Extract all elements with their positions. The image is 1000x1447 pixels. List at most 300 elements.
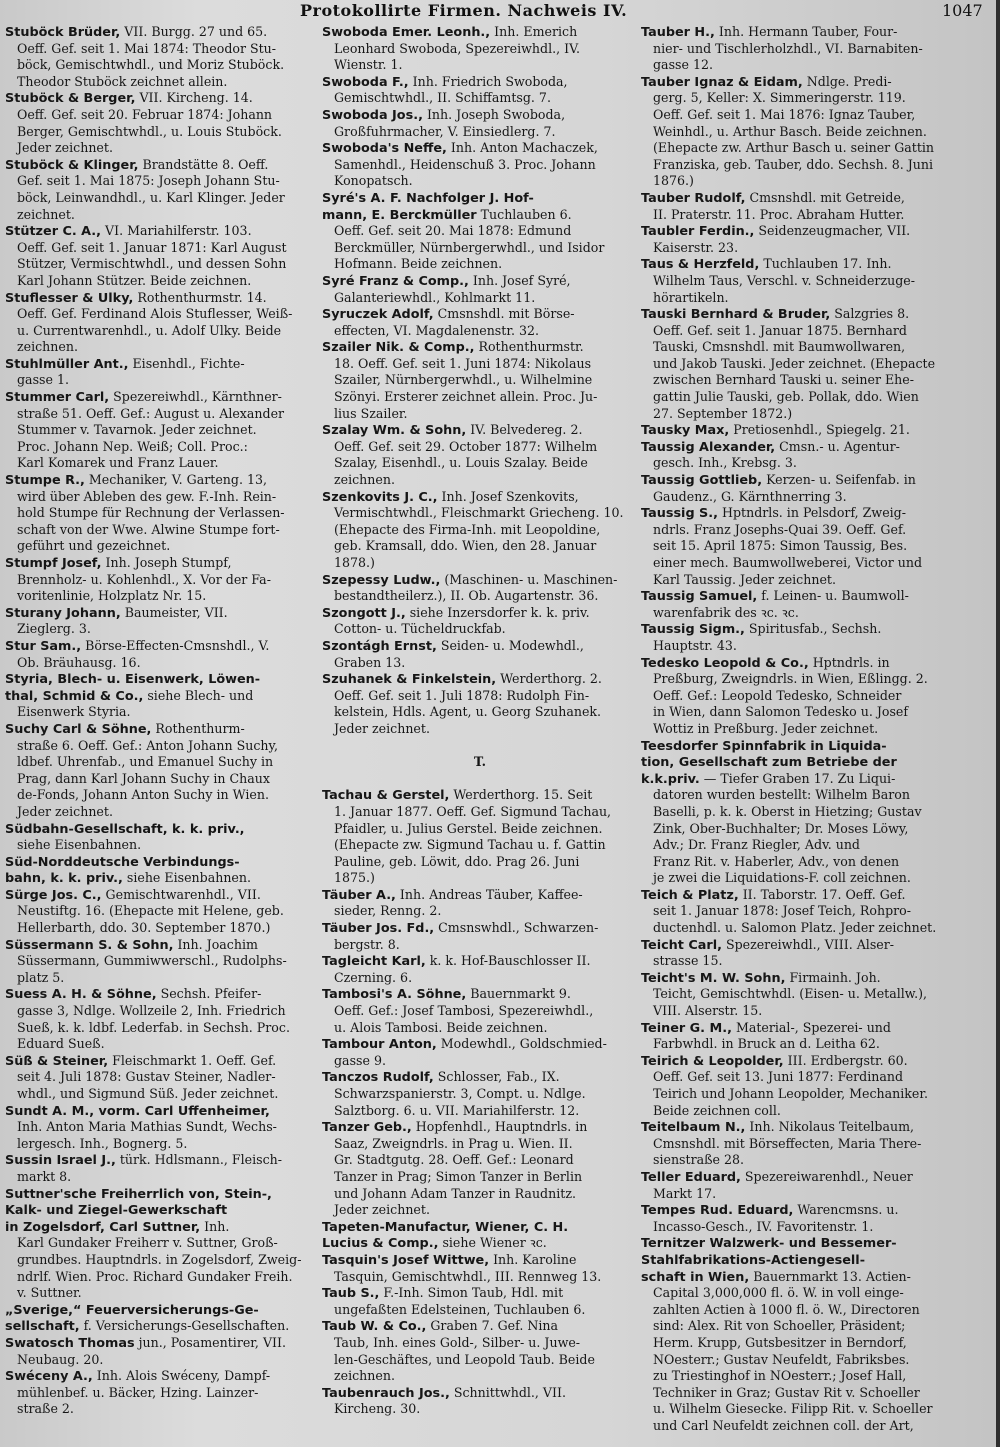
entry-line <box>322 439 638 456</box>
entry-line <box>5 107 319 124</box>
running-header <box>0 2 1000 21</box>
entry-text: Graben 7. Gef. Nina <box>426 1318 558 1334</box>
entry-text: (Ehepacte zw. Arthur Basch u. seiner Gattin <box>653 140 935 156</box>
entry-first-line <box>641 422 990 439</box>
entry-first-line <box>322 572 638 589</box>
entry-line <box>322 1020 638 1037</box>
entry-text: Spezereiwarenhdl., Neuer <box>740 1168 913 1184</box>
entry-text: in Wien, dann Salomon Tedesko u. Josef <box>653 704 909 720</box>
entry-text: Oeff. Gef. seit 13. Juni 1877: Ferdinand <box>653 1069 904 1085</box>
entry-text: sind: Alex. Rit von Schoeller, Präsident; <box>653 1318 906 1334</box>
entry-text: Hopfenhdl., Hauptndrls. in <box>411 1119 588 1135</box>
entry-first-line <box>5 157 319 174</box>
entry-line <box>5 1252 319 1269</box>
firm-name: schaft in Wien, <box>641 1269 750 1285</box>
entry-text: Jeder zeichnet. <box>17 803 113 819</box>
entry-text: II. Taborstr. 17. Oeff. Gef. <box>738 886 906 902</box>
entry-line <box>5 1086 319 1103</box>
firm-name: Teicht's M. W. Sohn, <box>641 970 786 986</box>
firm-name: Taubenrauch Jos., <box>322 1385 450 1401</box>
entry-line <box>322 1269 638 1286</box>
entry-text: zwischen Bernhard Tauski u. seiner Ehe- <box>653 372 915 388</box>
entry-text: jun., Posamentirer, VII. <box>134 1334 286 1350</box>
entry-first-line <box>641 1235 990 1252</box>
entry-text: Herm. Krupp, Gutsbesitzer in Berndorf, <box>653 1334 907 1350</box>
entry-text: Gemischtwarenhdl., VII. <box>101 886 261 902</box>
entry-first-line <box>641 505 990 522</box>
entry-line <box>5 41 319 58</box>
entry-line <box>641 572 990 589</box>
entry-text: Oeff. Gef. seit 20. Februar 1874: Johann <box>17 106 273 122</box>
entry-line <box>641 986 990 1003</box>
entry-text: gasse 12. <box>653 57 713 73</box>
entry-line <box>322 721 638 738</box>
column-3 <box>641 24 990 1434</box>
firm-name: Szongott J., <box>322 605 406 621</box>
entry-line <box>5 804 319 821</box>
entry-line <box>322 406 638 423</box>
entry-line <box>5 256 319 273</box>
entry-line <box>322 738 638 755</box>
entry-line <box>641 140 990 157</box>
entry-text: u. Wilhelm Giesecke. Filipp Rit. v. Schoeller <box>653 1401 933 1417</box>
entry-text: Oeff. Gef. seit 20. Mai 1878: Edmund <box>334 223 572 239</box>
entry-text: ductenhdl. u. Salomon Platz. Jeder zeichnet. <box>653 920 937 936</box>
firm-name: Tambour Anton, <box>322 1037 437 1053</box>
entry-first-line <box>5 1152 319 1169</box>
entry-line <box>322 323 638 340</box>
entry-line <box>5 207 319 224</box>
entry-line <box>5 489 319 506</box>
entry-text: VI. Mariahilferstr. 103. <box>101 223 252 239</box>
entry-line <box>5 1069 319 1086</box>
entry-text: Seidenzeugmacher, VII. <box>754 223 911 239</box>
firm-name: Swéceny A., <box>5 1369 93 1385</box>
firm-name: Taussig Alexander, <box>641 439 776 455</box>
entry-text: Zink, Ober-Buchhalter; Dr. Moses Löwy, <box>653 820 909 836</box>
entry-text: Markt 17. <box>653 1185 717 1201</box>
firm-name: Stuböck & Berger, <box>5 91 136 107</box>
column-2 <box>322 24 638 1418</box>
entry-line <box>5 505 319 522</box>
entry-text: Oeff. Gef. seit 1. Januar 1875. Bernhard <box>653 322 907 338</box>
entry-line <box>5 1235 319 1252</box>
entry-text: Karl Komarek und Franz Lauer. <box>17 455 219 471</box>
firm-name: Taussig Gottlieb, <box>641 473 763 489</box>
entry-text: Inh. Alois Swéceny, Dampf- <box>92 1368 271 1384</box>
entry-line <box>641 1036 990 1053</box>
entry-line <box>322 1335 638 1352</box>
firm-name: Stur Sam., <box>5 638 82 654</box>
entry-text: Wottiz in Preßburg. Jeder zeichnet. <box>653 720 879 736</box>
entry-first-line <box>5 1103 319 1120</box>
entry-first-line <box>5 986 319 1003</box>
entry-first-line <box>322 1318 638 1335</box>
firm-name: Szepessy Ludw., <box>322 572 441 588</box>
entry-text: Warencmsns. u. <box>793 1202 899 1218</box>
firm-name: Taus & Herzfeld, <box>641 257 760 273</box>
entry-first-line <box>5 223 319 240</box>
entry-line <box>5 704 319 721</box>
firm-name: Szuhanek & Finkelstein, <box>322 672 497 688</box>
entry-line <box>322 1053 638 1070</box>
entry-first-line <box>322 787 638 804</box>
entry-line <box>322 1169 638 1186</box>
entry-text: VII. Kircheng. 14. <box>135 90 253 106</box>
entry-text: geführt und gezeichnet. <box>17 538 171 554</box>
entry-first-line <box>322 1285 638 1302</box>
entry-text: Stützer, Vermischtwhdl., und dessen Sohn <box>17 256 287 272</box>
entry-line <box>5 240 319 257</box>
firm-name: Taussig S., <box>641 506 718 522</box>
entry-text: Adv.; Dr. Franz Riegler, Adv. und <box>653 837 860 853</box>
firm-name: Taussig Sigm., <box>641 622 745 638</box>
entry-text: Inh. Josef Szenkovits, <box>437 488 579 504</box>
firm-name: tion, Gesellschaft zum Betriebe der <box>641 755 897 771</box>
entry-line <box>5 406 319 423</box>
entry-text: straße 6. Oeff. Gef.: Anton Johann Suchy, <box>17 737 278 753</box>
firm-name: Syruczek Adolf, <box>322 307 434 323</box>
entry-text: Oeff. Gef.: Leopold Tedesko, Schneider <box>653 687 902 703</box>
entry-text: Oeff. Gef. seit 1. Mai 1876: Ignaz Tauber, <box>653 106 916 122</box>
entry-text: Wilhelm Taus, Verschl. v. Schneiderzuge- <box>653 272 915 288</box>
entry-line <box>5 754 319 771</box>
entry-line <box>322 290 638 307</box>
entry-first-line <box>322 24 638 41</box>
firm-name: mann, E. Berckmüller <box>322 207 477 223</box>
firm-name: Taubler Ferdin., <box>641 224 755 240</box>
entry-line <box>641 821 990 838</box>
entry-line <box>641 638 990 655</box>
entry-first-line <box>641 1252 990 1269</box>
entry-text: Gr. Stadtgutg. 28. Oeff. Gef.: Leonard <box>334 1152 574 1168</box>
entry-line <box>322 655 638 672</box>
entry-text: Kircheng. 30. <box>334 1401 421 1417</box>
entry-text: Rothenthurm- <box>151 720 245 736</box>
entry-text: Hptndrls. in Pelsdorf, Zweig- <box>718 505 907 521</box>
entry-text: Taub, Inh. eines Gold-, Silber- u. Juwe- <box>334 1334 581 1350</box>
entry-line <box>5 1169 319 1186</box>
firm-name: Sussin Israel J., <box>5 1153 116 1169</box>
firm-name: Stumpf Josef, <box>5 556 102 571</box>
entry-text: Graben 13. <box>334 654 406 670</box>
entry-first-line <box>5 688 319 705</box>
entry-line <box>641 240 990 257</box>
firm-name: Stützer C. A., <box>5 224 102 240</box>
firm-name: Swoboda Jos., <box>322 107 423 123</box>
entry-text: Firmainh. Joh. <box>785 969 881 985</box>
entry-first-line <box>5 1202 319 1219</box>
entry-first-line <box>322 489 638 506</box>
firm-name: Teicht Carl, <box>641 937 722 953</box>
firm-name: Tagleicht Karl, <box>322 954 426 970</box>
entry-text: seit 15. April 1875: Simon Taussig, Bes. <box>653 538 908 554</box>
entry-text: seit 4. Juli 1878: Gustav Steiner, Nadler- <box>17 1069 276 1085</box>
entry-line <box>641 721 990 738</box>
entry-text: NOesterr.; Gustav Neufeldt, Fabriksbes. <box>653 1351 910 1367</box>
entry-line <box>322 522 638 539</box>
firm-name: Stuböck Brüder, <box>5 25 121 40</box>
entry-text: Beide zeichnen coll. <box>653 1102 781 1118</box>
entry-first-line <box>641 24 990 41</box>
entry-text: Konopatsch. <box>334 173 413 189</box>
entry-text: Techniker in Graz; Gustav Rit v. Schoeller <box>653 1384 920 1400</box>
entry-line <box>322 870 638 887</box>
entry-line <box>322 1352 638 1369</box>
firm-name: Szalay Wm. & Sohn, <box>322 423 467 439</box>
firm-name: Tauski Bernhard & Bruder, <box>641 307 831 323</box>
firm-name: Suess A. H. & Söhne, <box>5 987 157 1003</box>
entry-first-line <box>5 356 319 373</box>
entry-text: Rothenthurmstr. 14. <box>133 289 267 305</box>
entry-line <box>322 472 638 489</box>
entry-text: f. Leinen- u. Baumwoll- <box>757 588 909 604</box>
firm-name: Südbahn-Gesellschaft, k. k. priv., <box>5 821 245 837</box>
entry-text: kelstein, Hdls. Agent, u. Georg Szuhanek. <box>334 704 602 720</box>
firm-name: Stahlfabrikations-Actiengesell- <box>641 1252 866 1268</box>
entry-line <box>5 372 319 389</box>
entry-line <box>5 538 319 555</box>
firm-name: Swatosch Thomas <box>5 1335 135 1351</box>
entry-line <box>641 207 990 224</box>
entry-text: Inh. Joseph Stumpf, <box>101 555 232 570</box>
entry-text: Tuchlauben 17. Inh. <box>759 256 892 272</box>
entry-text: Rothenthurmstr. <box>474 339 584 355</box>
entry-first-line <box>5 1302 319 1319</box>
entry-line <box>641 1186 990 1203</box>
entry-line <box>641 1418 990 1435</box>
entry-first-line <box>641 472 990 489</box>
firm-name: Tasquin's Josef Wittwe, <box>322 1252 490 1268</box>
entry-first-line <box>322 1069 638 1086</box>
entry-text: Inh. Nikolaus Teitelbaum, <box>745 1119 915 1135</box>
entry-text: Oeff. Gef. seit 29. October 1877: Wilhelm <box>334 438 598 454</box>
entry-text: Inh. Anton Machaczek, <box>446 140 598 156</box>
entry-text: Cmsnshdl. mit Getreide, <box>745 189 905 205</box>
entry-text: zeichnen. <box>334 1368 395 1384</box>
entry-text: Szailer, Nürnbergerwhdl., u. Wilhelmine <box>334 372 593 388</box>
entry-text: Stummer v. Tavarnok. Jeder zeichnet. <box>17 422 257 438</box>
section-heading: T. <box>473 754 487 770</box>
entry-line <box>641 323 990 340</box>
entry-line <box>322 124 638 141</box>
entry-first-line <box>322 339 638 356</box>
entry-first-line <box>322 638 638 655</box>
entry-first-line <box>641 256 990 273</box>
firm-name: Stuhlmüller Ant., <box>5 356 129 372</box>
entry-text: Capital 3,000,000 fl. ö. W. in voll einge- <box>653 1285 904 1301</box>
entry-text: 1876.) <box>653 173 694 189</box>
firm-name: Teich & Platz, <box>641 887 739 903</box>
entry-text: Neustiftg. 16. (Ehepacte mit Helene, geb. <box>17 903 284 919</box>
entry-text: siehe Eisenbahnen. <box>122 870 251 886</box>
entry-text: siehe Inzersdorfer k. k. priv. <box>405 604 590 620</box>
entry-text: Pauline, geb. Löwit, ddo. Prag 26. Juni <box>334 853 580 869</box>
entry-text: 1878.) <box>334 555 375 570</box>
entry-line <box>5 970 319 987</box>
entry-text: v. Suttner. <box>17 1285 82 1301</box>
entry-line <box>322 621 638 638</box>
firm-name: Süd-Norddeutsche Verbindungs- <box>5 854 240 870</box>
firm-name: Teesdorfer Spinnfabrik in Liquida- <box>641 738 887 754</box>
entry-text: (Ehepacte des Firma-Inh. mit Leopoldine, <box>334 521 601 537</box>
entry-line <box>322 821 638 838</box>
entry-line <box>322 372 638 389</box>
entry-first-line <box>322 605 638 622</box>
entry-line <box>641 804 990 821</box>
entry-first-line <box>5 1053 319 1070</box>
entry-line <box>641 173 990 190</box>
entry-first-line <box>5 555 319 572</box>
entry-text: datoren wurden bestellt: Wilhelm Baron <box>653 787 910 803</box>
entry-text: Eduard Sueß. <box>17 1036 105 1052</box>
entry-first-line <box>641 754 990 771</box>
entry-first-line <box>5 887 319 904</box>
entry-first-line <box>322 1219 638 1236</box>
entry-text: Inh. Anton Maria Mathias Sundt, Wechs- <box>17 1119 277 1135</box>
entry-text: hörartikeln. <box>653 289 729 305</box>
entry-line <box>641 157 990 174</box>
firm-name: Tauber H., <box>641 25 715 40</box>
entry-line <box>5 422 319 439</box>
entry-text: Cotton- u. Tücheldruckfab. <box>334 621 506 637</box>
entry-line <box>322 389 638 406</box>
firm-name: Täuber Jos. Fd., <box>322 921 435 937</box>
entry-text: zeichnen. <box>17 339 78 355</box>
entry-text: Hellerbarth, ddo. 30. September 1870.) <box>17 920 271 936</box>
entry-text: Jeder zeichnet. <box>334 1202 430 1218</box>
entry-text: Oeff. Gef. seit 1. Januar 1871: Karl August <box>17 239 287 255</box>
entry-line <box>641 57 990 74</box>
entry-text: wird über Ableben des gew. F.-Inh. Rein- <box>17 488 277 504</box>
entry-line <box>641 903 990 920</box>
entry-line <box>5 837 319 854</box>
entry-line <box>5 439 319 456</box>
entry-first-line <box>5 854 319 871</box>
entry-first-line <box>641 887 990 904</box>
entry-text: Oeff. Gef. seit 1. Mai 1874: Theodor Stu- <box>17 40 277 56</box>
entry-text: türk. Hdlsmann., Fleisch- <box>115 1152 283 1168</box>
entry-line <box>641 356 990 373</box>
entry-text: gerg. 5, Keller: X. Simmeringerstr. 119. <box>653 90 906 106</box>
entry-text: Oeff. Gef. seit 1. Juli 1878: Rudolph Fin- <box>334 687 590 703</box>
entry-text: Baselli, p. k. k. Oberst in Hietzing; Gustav <box>653 803 922 819</box>
firm-name: Taub W. & Co., <box>322 1319 427 1335</box>
entry-text: schaft von der Wwe. Alwine Stumpe fort- <box>17 521 280 537</box>
entry-line <box>5 920 319 937</box>
entry-text: Galanteriewhdl., Kohlmarkt 11. <box>334 289 536 305</box>
entry-text: Berckmüller, Nürnbergerwhdl., und Isidor <box>334 239 605 255</box>
entry-line <box>5 1020 319 1037</box>
entry-text: Cmsnshdl. mit Börseffecten, Maria There- <box>653 1135 922 1151</box>
entry-first-line <box>641 1202 990 1219</box>
firm-name: Tachau & Gerstel, <box>322 788 450 804</box>
entry-line <box>641 406 990 423</box>
entry-first-line <box>5 1368 319 1385</box>
entry-text: Sueß, k. k. ldbf. Lederfab. in Sechsh. Proc. <box>17 1019 290 1035</box>
entry-text: Börse-Effecten-Cmsnshdl., V. <box>81 637 270 653</box>
entry-first-line <box>322 422 638 439</box>
entry-text: Salztborg. 6. u. VII. Mariahilferstr. 12. <box>334 1102 580 1118</box>
entry-line <box>322 1103 638 1120</box>
firm-name: Szenkovits J. C., <box>322 489 438 505</box>
entry-text: II. Praterstr. 11. Proc. Abraham Hutter. <box>653 206 905 222</box>
entry-first-line <box>641 190 990 207</box>
entry-text: einer mech. Baumwollweberei, Victor und <box>653 555 923 570</box>
entry-text: Salzgries 8. <box>830 306 910 322</box>
entry-text: gasse 1. <box>17 372 69 388</box>
entry-line <box>5 455 319 472</box>
entry-text: Inh. Friedrich Swoboda, <box>408 73 568 89</box>
entry-line <box>641 1103 990 1120</box>
entry-line <box>641 1136 990 1153</box>
entry-text: und Jakob Tauski. Jeder zeichnet. (Ehepacte <box>653 355 936 371</box>
entry-line <box>5 655 319 672</box>
entry-line <box>641 1368 990 1385</box>
entry-line <box>5 74 319 91</box>
firm-name: Teitelbaum N., <box>641 1120 746 1136</box>
entry-text: Theodor Stuböck zeichnet allein. <box>17 73 228 89</box>
entry-line <box>5 1285 319 1302</box>
entry-line <box>5 1401 319 1418</box>
page-number: 1047 <box>942 1 983 20</box>
entry-text: Gef. seit 1. Mai 1875: Joseph Johann Stu- <box>17 173 280 189</box>
entry-line <box>322 804 638 821</box>
entry-text: k. k. Hof-Bauschlosser II. <box>425 953 591 969</box>
entry-text: 18. Oeff. Gef. seit 1. Juni 1874: Nikolaus <box>334 355 592 371</box>
entry-first-line <box>5 90 319 107</box>
entry-text: ungefaßten Edelsteinen, Tuchlauben 6. <box>334 1301 586 1317</box>
entry-text: Cmsn.- u. Agentur- <box>775 438 900 454</box>
entry-text: grundbes. Hauptndrls. in Zogelsdorf, Zweig- <box>17 1251 302 1267</box>
entry-text: Hofmann. Beide zeichnen. <box>334 256 503 272</box>
entry-text: Modewhdl., Goldschmied- <box>436 1036 607 1052</box>
entry-line <box>641 538 990 555</box>
entry-first-line <box>322 1252 638 1269</box>
entry-line <box>641 1352 990 1369</box>
entry-line <box>5 1269 319 1286</box>
firm-name: Swoboda Emer. Leonh., <box>322 25 491 40</box>
entry-line <box>641 90 990 107</box>
entry-first-line <box>641 1053 990 1070</box>
entry-text: zahlten Actien à 1000 fl. ö. W., Directoren <box>653 1301 920 1317</box>
firm-name: in Zogelsdorf, Carl Suttner, <box>5 1219 201 1235</box>
entry-line <box>641 555 990 572</box>
entry-line <box>641 107 990 124</box>
entry-text: zeichnet. <box>17 206 75 222</box>
firm-name: thal, Schmid & Co., <box>5 688 144 704</box>
firm-name: „Sverige,“ Feuerversicherungs-Ge- <box>5 1302 259 1318</box>
entry-text: Fleischmarkt 1. Oeff. Gef. <box>108 1052 277 1068</box>
entry-text: Pfaidler, u. Julius Gerstel. Beide zeichnen. <box>334 820 603 836</box>
entry-text: Tanzer in Prag; Simon Tanzer in Berlin <box>334 1168 583 1184</box>
entry-line <box>641 1401 990 1418</box>
entry-first-line <box>5 389 319 406</box>
entry-text: Inh. Hermann Tauber, Four- <box>714 24 898 39</box>
entry-first-line <box>5 1318 319 1335</box>
entry-line <box>5 588 319 605</box>
entry-line <box>5 903 319 920</box>
entry-line <box>322 90 638 107</box>
entry-line <box>641 522 990 539</box>
firm-name: Stumpe R., <box>5 473 85 489</box>
entry-line <box>322 1368 638 1385</box>
entry-text: Spezereiwhdl., VIII. Alser- <box>721 936 895 952</box>
entry-line <box>322 1186 638 1203</box>
entry-line <box>322 704 638 721</box>
entry-line <box>641 1335 990 1352</box>
entry-first-line <box>641 655 990 672</box>
